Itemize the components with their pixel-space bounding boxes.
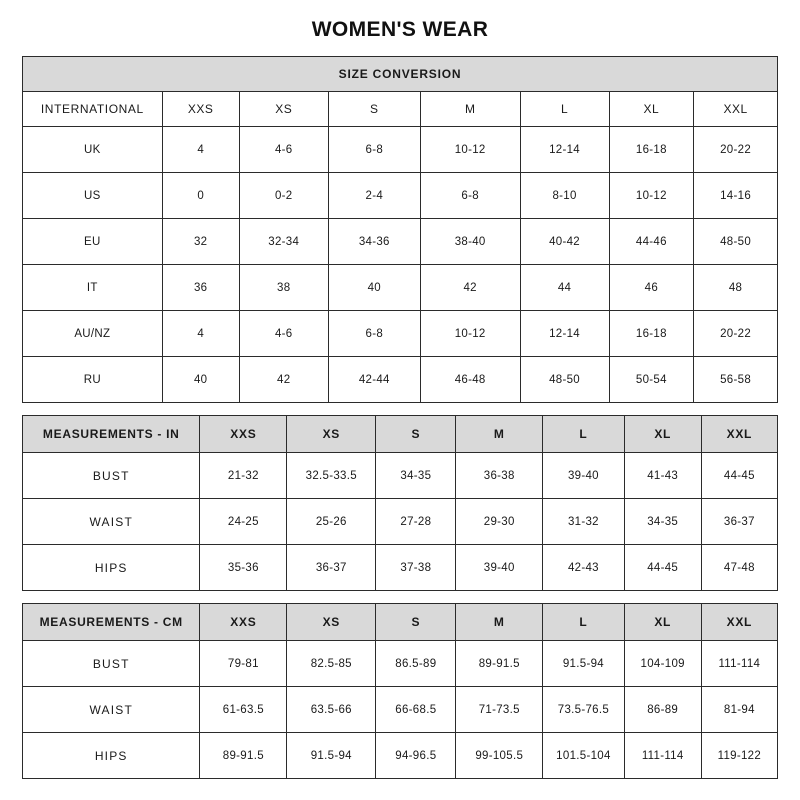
cell-bust-cm-xl: 104-109 xyxy=(624,641,701,687)
cell-aunz-xl: 16-18 xyxy=(609,311,694,357)
cell-uk-xs: 4-6 xyxy=(239,127,328,173)
size-conversion-banner: SIZE CONVERSION xyxy=(23,57,778,92)
cell-it-xs: 38 xyxy=(239,265,328,311)
table-row xyxy=(23,311,778,357)
cell-bust-in-xs: 32.5-33.5 xyxy=(287,453,376,499)
table-row xyxy=(23,265,778,311)
cell-ru-l: 48-50 xyxy=(520,357,609,403)
size-conversion-banner-row xyxy=(23,57,778,92)
cell-us-xxs: 0 xyxy=(162,173,239,219)
cell-hips-in-xl: 44-45 xyxy=(624,545,701,591)
cell-ru-xl: 50-54 xyxy=(609,357,694,403)
cell-bust-in-m: 36-38 xyxy=(456,453,543,499)
conversion-header-m: M xyxy=(420,92,520,127)
cell-waist-in-xxl: 36-37 xyxy=(701,499,777,545)
conversion-header-xxl: XXL xyxy=(694,92,778,127)
measurements-cm-header-l: L xyxy=(543,604,625,641)
cell-uk-m: 10-12 xyxy=(420,127,520,173)
cell-bust-cm-m: 89-91.5 xyxy=(456,641,543,687)
measurements-in-header-l: L xyxy=(543,416,625,453)
cell-us-l: 8-10 xyxy=(520,173,609,219)
cell-waist-in-xs: 25-26 xyxy=(287,499,376,545)
cell-eu-xl: 44-46 xyxy=(609,219,694,265)
cell-waist-in-s: 27-28 xyxy=(376,499,456,545)
cell-it-m: 42 xyxy=(420,265,520,311)
row-label-hips-in: HIPS xyxy=(23,545,200,591)
table-row xyxy=(23,641,778,687)
cell-uk-xl: 16-18 xyxy=(609,127,694,173)
row-label-bust-in: BUST xyxy=(23,453,200,499)
page-title: WOMEN'S WEAR xyxy=(311,18,489,41)
measurements-in-header-xxs: XXS xyxy=(200,416,287,453)
measurements-in-header-xxl: XXL xyxy=(701,416,777,453)
row-label-ru: RU xyxy=(23,357,163,403)
cell-uk-xxs: 4 xyxy=(162,127,239,173)
conversion-header-xs: XS xyxy=(239,92,328,127)
cell-bust-in-s: 34-35 xyxy=(376,453,456,499)
cell-waist-cm-m: 71-73.5 xyxy=(456,687,543,733)
cell-hips-in-s: 37-38 xyxy=(376,545,456,591)
cell-hips-in-xs: 36-37 xyxy=(287,545,376,591)
cell-waist-in-xl: 34-35 xyxy=(624,499,701,545)
cell-eu-s: 34-36 xyxy=(328,219,420,265)
cell-waist-cm-xl: 86-89 xyxy=(624,687,701,733)
cell-waist-in-l: 31-32 xyxy=(543,499,625,545)
cell-aunz-s: 6-8 xyxy=(328,311,420,357)
table-row xyxy=(23,733,778,779)
cell-waist-in-m: 29-30 xyxy=(456,499,543,545)
row-label-waist-cm: WAIST xyxy=(23,687,200,733)
measurements-in-header-s: S xyxy=(376,416,456,453)
measurements-cm-header-xxl: XXL xyxy=(701,604,777,641)
cell-ru-xxl: 56-58 xyxy=(694,357,778,403)
cell-ru-s: 42-44 xyxy=(328,357,420,403)
row-label-uk: UK xyxy=(23,127,163,173)
cell-uk-xxl: 20-22 xyxy=(694,127,778,173)
conversion-header-xxs: XXS xyxy=(162,92,239,127)
cell-eu-xxs: 32 xyxy=(162,219,239,265)
cell-us-xs: 0-2 xyxy=(239,173,328,219)
cell-bust-in-xl: 41-43 xyxy=(624,453,701,499)
measurements-cm-header-label: MEASUREMENTS - CM xyxy=(23,604,200,641)
table-row xyxy=(23,453,778,499)
cell-hips-in-m: 39-40 xyxy=(456,545,543,591)
cell-hips-cm-l: 101.5-104 xyxy=(543,733,625,779)
table-row xyxy=(23,219,778,265)
cell-hips-cm-s: 94-96.5 xyxy=(376,733,456,779)
cell-waist-cm-xs: 63.5-66 xyxy=(287,687,376,733)
measurements-in-header-row xyxy=(23,416,778,453)
row-label-us: US xyxy=(23,173,163,219)
cell-us-m: 6-8 xyxy=(420,173,520,219)
cell-it-xxs: 36 xyxy=(162,265,239,311)
cell-bust-cm-xs: 82.5-85 xyxy=(287,641,376,687)
cell-us-xxl: 14-16 xyxy=(694,173,778,219)
cell-bust-cm-l: 91.5-94 xyxy=(543,641,625,687)
cell-aunz-m: 10-12 xyxy=(420,311,520,357)
cell-bust-cm-xxs: 79-81 xyxy=(200,641,287,687)
cell-eu-xxl: 48-50 xyxy=(694,219,778,265)
conversion-header-l: L xyxy=(520,92,609,127)
cell-it-l: 44 xyxy=(520,265,609,311)
table-row xyxy=(23,127,778,173)
bottom-spacer xyxy=(22,779,778,790)
cell-uk-l: 12-14 xyxy=(520,127,609,173)
table-row xyxy=(23,357,778,403)
cell-hips-cm-xxl: 119-122 xyxy=(701,733,777,779)
measurements-cm-table xyxy=(22,603,778,779)
row-label-eu: EU xyxy=(23,219,163,265)
cell-waist-cm-xxl: 81-94 xyxy=(701,687,777,733)
cell-waist-in-xxs: 24-25 xyxy=(200,499,287,545)
cell-us-s: 2-4 xyxy=(328,173,420,219)
row-label-bust-cm: BUST xyxy=(23,641,200,687)
cell-bust-in-l: 39-40 xyxy=(543,453,625,499)
row-label-it: IT xyxy=(23,265,163,311)
cell-ru-m: 46-48 xyxy=(420,357,520,403)
measurements-cm-header-xl: XL xyxy=(624,604,701,641)
measurements-in-header-xl: XL xyxy=(624,416,701,453)
cell-bust-in-xxl: 44-45 xyxy=(701,453,777,499)
table-row xyxy=(23,545,778,591)
cell-ru-xxs: 40 xyxy=(162,357,239,403)
measurements-cm-header-row xyxy=(23,604,778,641)
cell-eu-l: 40-42 xyxy=(520,219,609,265)
cell-hips-in-xxl: 47-48 xyxy=(701,545,777,591)
cell-aunz-l: 12-14 xyxy=(520,311,609,357)
cell-ru-xs: 42 xyxy=(239,357,328,403)
cell-hips-cm-m: 99-105.5 xyxy=(456,733,543,779)
cell-bust-in-xxs: 21-32 xyxy=(200,453,287,499)
cell-waist-cm-l: 73.5-76.5 xyxy=(543,687,625,733)
cell-waist-cm-s: 66-68.5 xyxy=(376,687,456,733)
cell-hips-in-l: 42-43 xyxy=(543,545,625,591)
measurements-in-header-label: MEASUREMENTS - IN xyxy=(23,416,200,453)
cell-hips-cm-xl: 111-114 xyxy=(624,733,701,779)
row-label-waist-in: WAIST xyxy=(23,499,200,545)
cell-it-xl: 46 xyxy=(609,265,694,311)
conversion-header-s: S xyxy=(328,92,420,127)
table-row xyxy=(23,687,778,733)
table-row xyxy=(23,173,778,219)
measurements-cm-header-m: M xyxy=(456,604,543,641)
measurements-cm-header-xs: XS xyxy=(287,604,376,641)
measurements-cm-header-xxs: XXS xyxy=(200,604,287,641)
cell-bust-cm-s: 86.5-89 xyxy=(376,641,456,687)
table-gap-2 xyxy=(22,591,778,603)
row-label-hips-cm: HIPS xyxy=(23,733,200,779)
cell-it-xxl: 48 xyxy=(694,265,778,311)
cell-eu-xs: 32-34 xyxy=(239,219,328,265)
cell-hips-cm-xs: 91.5-94 xyxy=(287,733,376,779)
measurements-cm-header-s: S xyxy=(376,604,456,641)
cell-hips-cm-xxs: 89-91.5 xyxy=(200,733,287,779)
cell-uk-s: 6-8 xyxy=(328,127,420,173)
cell-aunz-xs: 4-6 xyxy=(239,311,328,357)
cell-it-s: 40 xyxy=(328,265,420,311)
cell-bust-cm-xxl: 111-114 xyxy=(701,641,777,687)
cell-waist-cm-xxs: 61-63.5 xyxy=(200,687,287,733)
cell-us-xl: 10-12 xyxy=(609,173,694,219)
measurements-inches-table xyxy=(22,415,778,591)
cell-eu-m: 38-40 xyxy=(420,219,520,265)
size-conversion-table xyxy=(22,56,778,403)
measurements-in-header-m: M xyxy=(456,416,543,453)
measurements-in-header-xs: XS xyxy=(287,416,376,453)
conversion-header-xl: XL xyxy=(609,92,694,127)
conversion-header-row xyxy=(23,92,778,127)
conversion-header-international: INTERNATIONAL xyxy=(23,92,163,127)
row-label-aunz: AU/NZ xyxy=(23,311,163,357)
table-gap-1 xyxy=(22,403,778,415)
table-row xyxy=(23,499,778,545)
cell-aunz-xxs: 4 xyxy=(162,311,239,357)
cell-hips-in-xxs: 35-36 xyxy=(200,545,287,591)
cell-aunz-xxl: 20-22 xyxy=(694,311,778,357)
